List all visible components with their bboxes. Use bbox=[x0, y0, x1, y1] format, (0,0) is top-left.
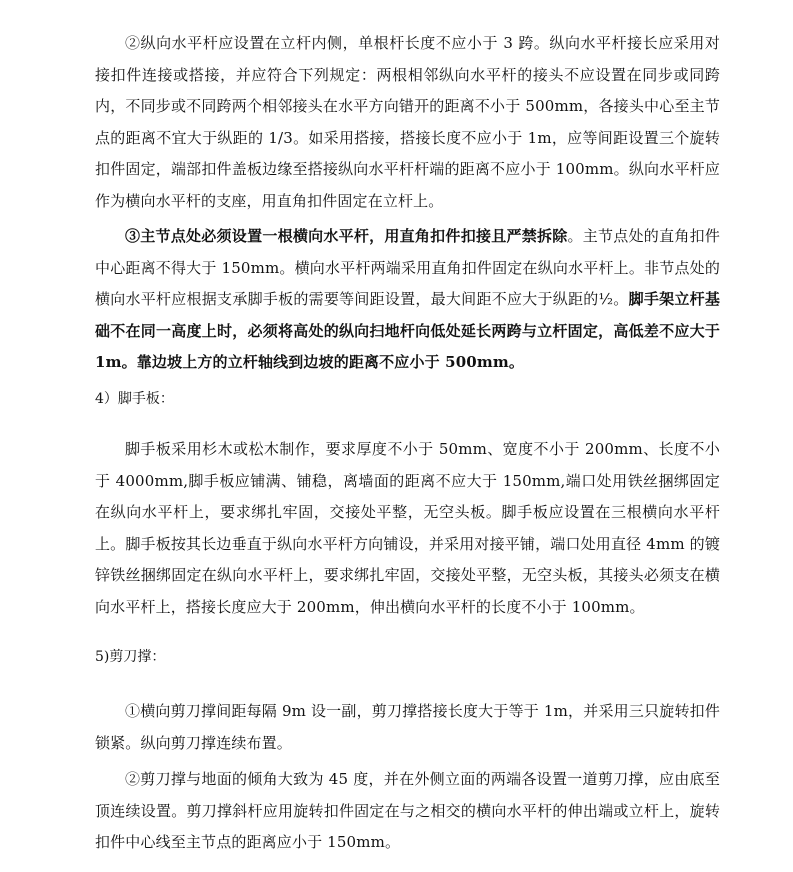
bold-text-foundation-rule: 脚手架立杆基础不在同一高度上时，必须将高处的纵向扫地杆向低处延长两跨与立杆固定，高低差不应大于 1m。靠边坡上方的立杆轴线到边坡的距离不应小于 500mm。 bbox=[95, 290, 721, 371]
section-heading-scissor-brace: 5)剪刀撑： bbox=[95, 649, 166, 665]
bold-text-main-node-rule: ③主节点处必须设置一根横向水平杆，用直角扣件扣接且严禁拆除 bbox=[125, 227, 568, 245]
paragraph-scaffold-board: 脚手板采用杉木或松木制作，要求厚度不小于 50mm、宽度不小于 200mm、长度不小于 4000mm,脚手板应铺满、铺稳，离墙面的距离不应大于 150mm,端口处用铁丝捆绑固定在纵向水平杆上，要求绑扎牢固，交接处平整，无空头板。脚手板应设置在三根横向水平杆上。脚手板按其长边垂直于纵向水平杆方向铺设，并采用对接平铺，端口处用直径 4mm 的镀锌铁丝捆绑固定在纵向水平杆上，要求绑扎牢固，交接处平整，无空头板，其接头必须支在横向水平杆上，搭接长度应大于 200mm，伸出横向水平杆的长度不小于 100mm。 bbox=[95, 440, 720, 616]
paragraph-longitudinal-bar: ②纵向水平杆应设置在立杆内侧，单根杆长度不应小于 3 跨。纵向水平杆接长应采用对接扣件连接或搭接，并应符合下列规定：两根相邻纵向水平杆的接头不应设置在同步或同跨内，不同步或不同跨两个相邻接头在水平方向错开的距离不小于 500mm，各接头中心至主节点的距离不宜大于纵距的 1/3。如采用搭接，搭接长度不应小于 1m，应等间距设置三个旋转扣件固定，端部扣件盖板边缘至搭接纵向水平杆杆端的距离不应小于 100mm。纵向水平杆应作为横向水平杆的支座，用直角扣件固定在立杆上。 bbox=[95, 34, 720, 210]
section-heading-scaffold-board: 4）脚手板： bbox=[95, 391, 174, 407]
paragraph-scissor-brace-angle: ②剪刀撑与地面的倾角大致为 45 度，并在外侧立面的两端各设置一道剪刀撑，应由底至顶连续设置。剪刀撑斜杆应用旋转扣件固定在与之相交的横向水平杆的伸出端或立杆上，旋转扣件中心线至主节点的距离应小于 150mm。 bbox=[95, 770, 720, 851]
paragraph-main-node bbox=[95, 221, 720, 379]
paragraph-scissor-brace-transverse: ①横向剪刀撑间距每隔 9m 设一副，剪刀撑搭接长度大于等于 1m，并采用三只旋转扣件锁紧。纵向剪刀撑连续布置。 bbox=[95, 702, 720, 752]
paragraph-main-node-text: 。主节点处的直角扣件中心距离不得大于 150mm。横向水平杆两端采用直角扣件固定在纵向水平杆上。非节点处的横向水平杆应根据支承脚手板的需要等间距设置，最大间距不应大于纵距的½。 bbox=[95, 227, 720, 308]
